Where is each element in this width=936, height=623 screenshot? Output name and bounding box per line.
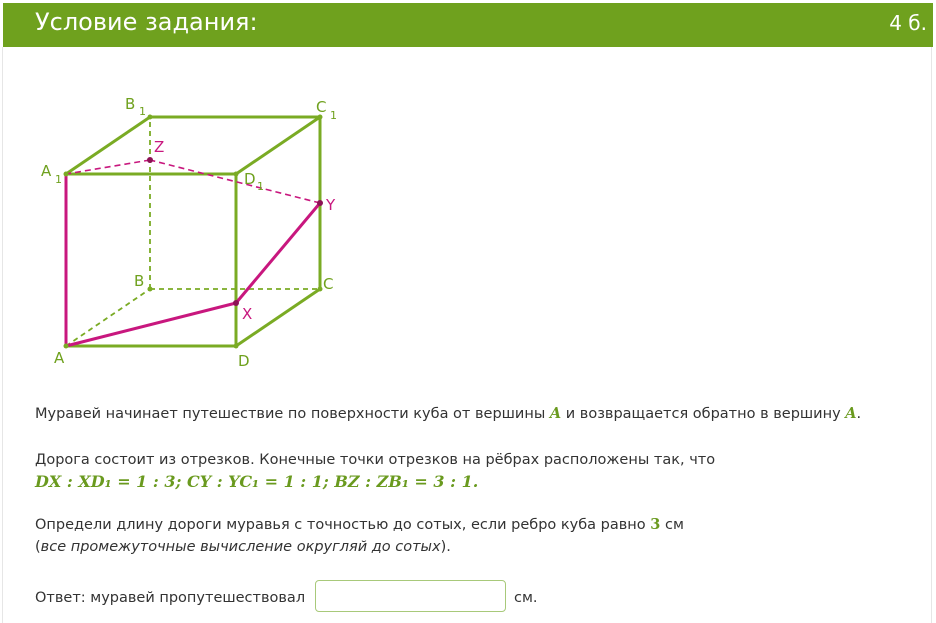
paragraph-question [35,514,684,558]
ratios-formula: DX : XD₁ = 1 : 3; CY : YC₁ = 1 : 1; BZ : ZB₁ = 3 : 1. [35,472,479,491]
label-D1: D [244,170,256,188]
label-B: B [134,272,145,290]
cube-edges [66,117,320,346]
point-Z [147,157,153,163]
label-A1-sub: 1 [55,173,62,186]
point-A [64,344,69,349]
path-X-Y [236,203,320,303]
point-Y [317,200,323,206]
conditions-text: Дорога состоит из отрезков. Конечные точки отрезков на рёбрах расположены так, что [35,452,716,468]
answer-input[interactable] [315,580,506,612]
intro-text-2: и возвращается обратно в вершину [561,406,846,422]
hidden-edges [66,117,320,346]
edge-A1-B1 [66,117,150,174]
answer-unit: см. [514,590,538,606]
path-A-X [66,303,236,346]
edge-A-B [66,289,150,346]
label-B1: B [125,95,136,113]
task-points: 4 б. [889,11,927,35]
ant-path [66,160,320,346]
label-D: D [238,352,250,370]
label-X: X [242,305,253,323]
point-A1 [64,172,69,177]
vertex-a-math: A [549,405,562,422]
vertex-a-math-2: A [845,405,857,422]
point-B [148,287,153,292]
edge-length-unit: см [660,517,684,533]
edge-length-value: 3 [650,516,661,533]
label-Y: Y [326,196,336,214]
answer-label: Ответ: муравей пропутешествовал [35,590,306,606]
point-D [234,344,239,349]
label-C: C [323,275,334,293]
question-text: Определи длину дороги муравья с точностью до сотых, если ребро куба равно [35,517,651,533]
label-C1: C [316,98,327,116]
label-C1-sub: 1 [330,109,337,122]
point-B1 [148,115,153,120]
label-D1-sub: 1 [257,180,264,193]
paragraph-conditions [35,449,715,493]
intro-text-1: Муравей начинает путешествие по поверхности куба от вершины [35,406,550,422]
label-B1-sub: 1 [139,105,146,118]
point-X [233,300,239,306]
task-title: Условие задания: [35,8,258,36]
label-Z: Z [154,138,165,156]
note-open: ( [35,539,41,555]
note-close: ). [440,539,451,555]
paragraph-intro [35,403,861,425]
point-D1 [234,172,239,177]
edge-D1-C1 [236,117,320,174]
rounding-note: все промежуточные вычисление округляй до сотых [40,539,441,555]
intro-text-3: . [856,406,862,422]
label-A: A [54,349,65,367]
point-C [318,287,323,292]
label-A1: A [41,162,52,180]
